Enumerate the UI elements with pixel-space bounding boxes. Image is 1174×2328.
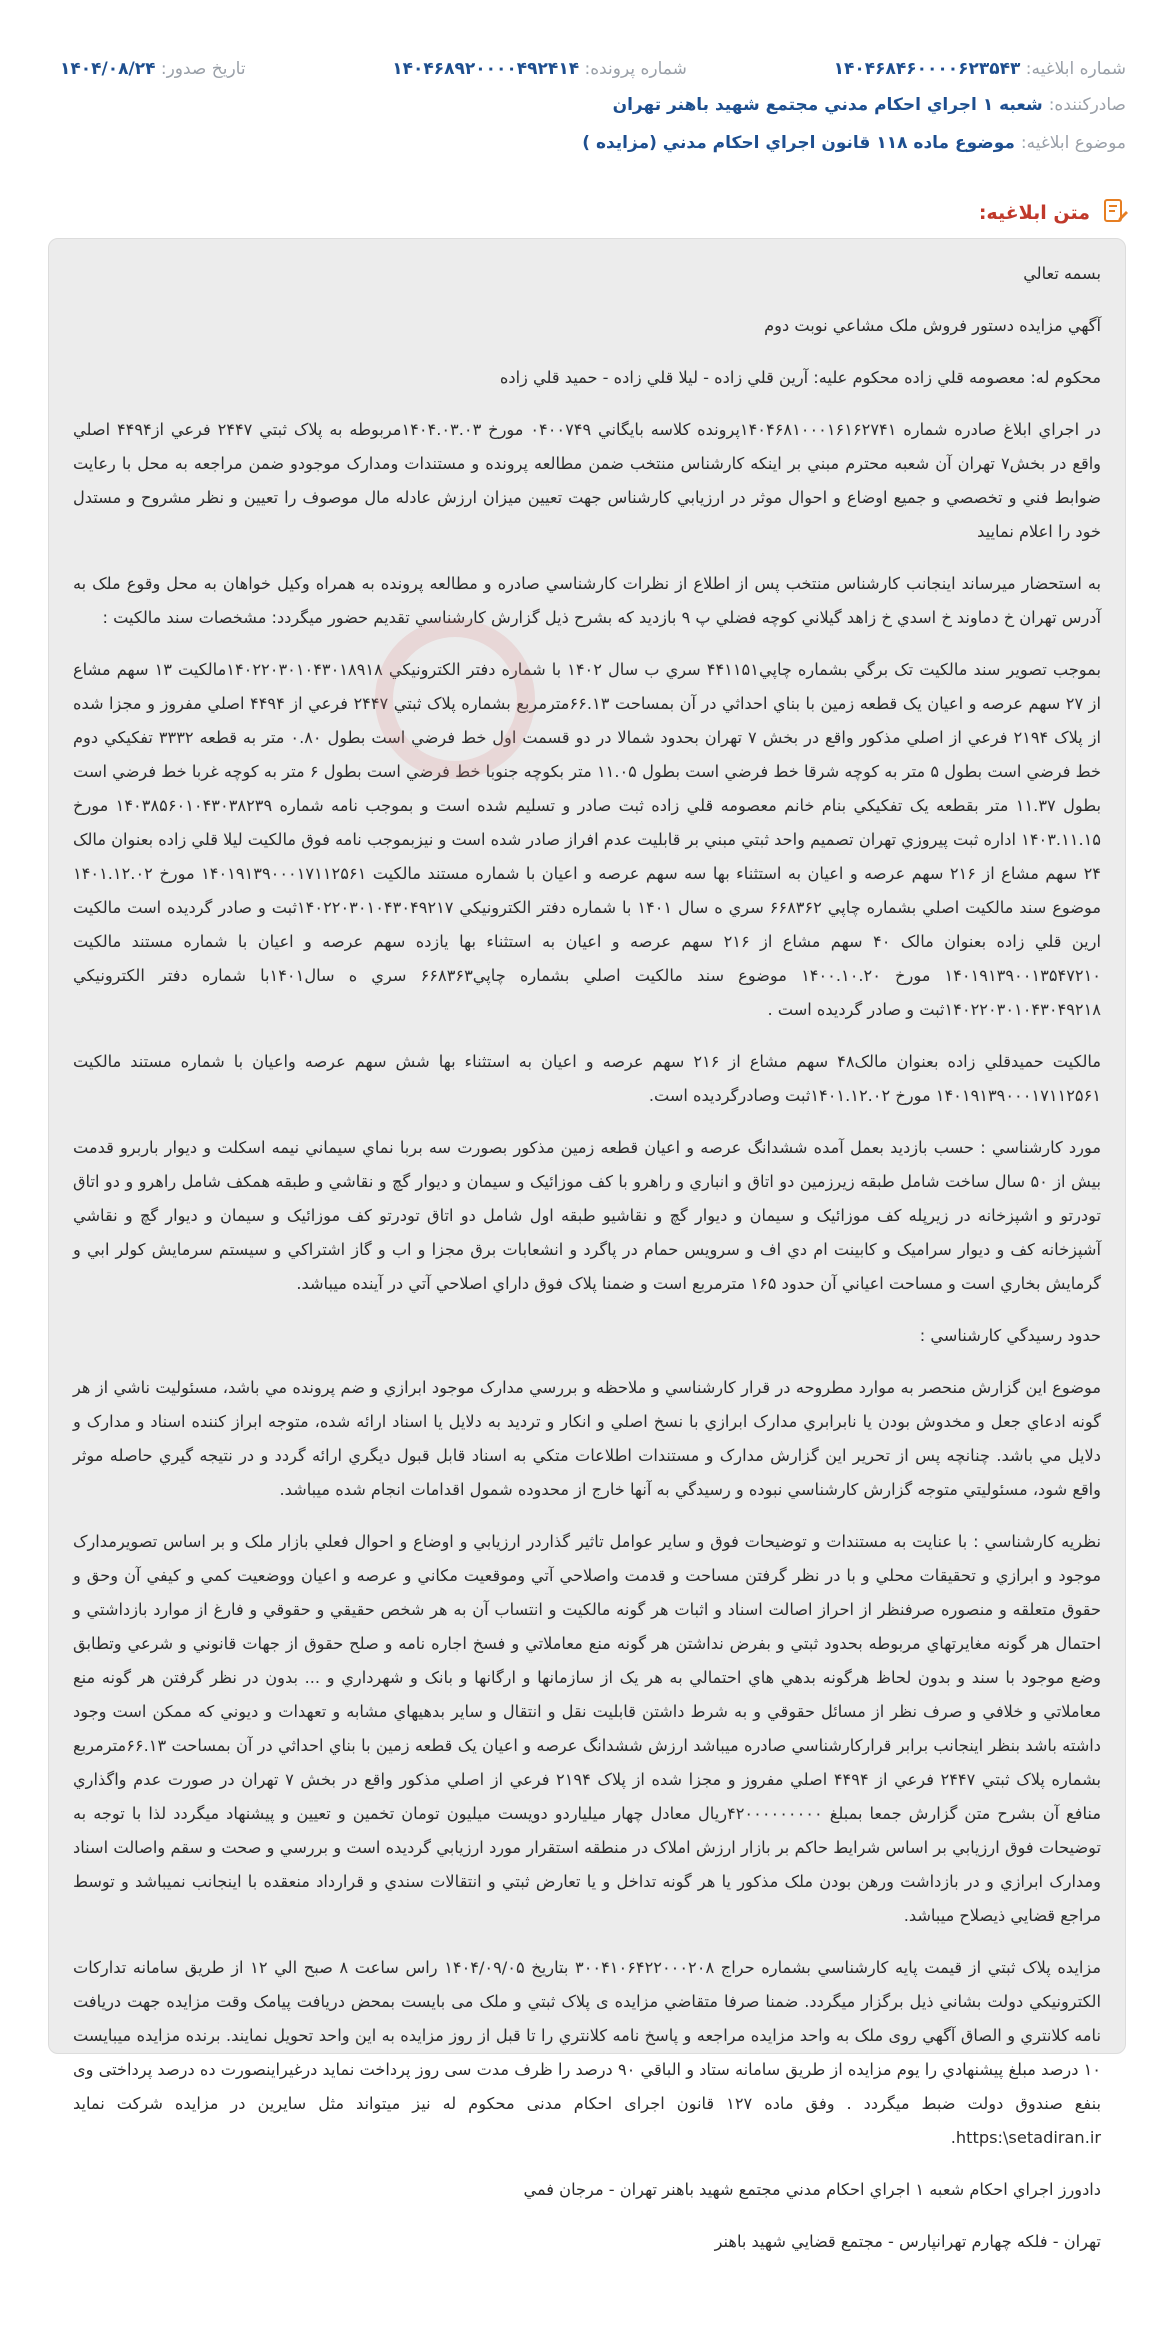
subject-label: موضوع ابلاغيه: (1020, 133, 1126, 153)
body-paragraph: در اجراي ابلاغ صادره شماره ۱۴۰۴۶۸۱۰۰۰۱۶۱۶۲۷۴۱پرونده كلاسه بايگاني ۰۴۰۰۷۴۹ مورخ ۱۴۰۴.۰۳.۰۳مربوطه به پلاک ثبتي ۲۴۴۷ فرعي از۴۴۹۴ اصلي واقع در بخش۷ تهران آن شعبه محترم مبني بر اينكه كارشناس منتخب ضمن مطالعه پرونده و مستندات ومدارک موجودو ضمن مراجعه به محل با رعايت ضوابط فني و تخصصي و جميع اوضاع و احوال موثر در ارزيابي كارشناس جهت تعيين ميزان ارزش عادله مال موصوف را تعيين و نظر مشروح و مستدل خود را اعلام نماييد (73, 420, 1102, 541)
case-number-label: شماره پرونده: (584, 59, 687, 79)
subject-value: موضوع ماده ۱۱۸ قانون اجراي احكام مدني (مزايده ) (582, 133, 1015, 153)
body-title: متن ابلاغيه: (978, 202, 1090, 224)
body-paragraph: مزايده پلاک ثبتي از قيمت پايه كارشناسي بشماره حراج ۳۰۰۴۱۰۶۴۲۲۰۰۰۲۰۸ بتاريخ ۱۴۰۴/۰۹/۰۵ راس ساعت ۸ صبح الي ۱۲ از طريق سامانه تداركات الكترونيكي دولت بشاني ذيل برگزار ميگردد. ضمنا صرفا متقاضي مزايده ى پلاک ثبتي و ملک مى بايست بمحض دريافت پيامک وقت مزايده جهت دريافت نامه كلانتري و الصاق آگهي روى ملک به واحد مزايده مراجعه و پاسخ نامه كلانتري را تا قبل از روز مزايده به اين واحد تحويل نمايند. برنده مزايده ميبايست ۱۰ درصد مبلغ پيشنهادي را يوم مزايده از طريق سامانه ستاد و الباقي ۹۰ درصد را ظرف مدت سى روز پرداخت نمايد درغيراينصورت ده درصد پرداختى وى بنفع صندوق دولت ضبط ميگردد . وفق ماده ۱۲۷ قانون اجراى احكام مدنى محكوم له نيز ميتواند مثل سايرين در مزايده شركت نمايد https:\setadiran.ir. (73, 1958, 1101, 2147)
notice-body-text (73, 257, 1101, 2259)
body-paragraph: حدود رسيدگي كارشناسي : (919, 1326, 1101, 1345)
notice-number-label: شماره ابلاغيه: (1025, 59, 1126, 79)
body-paragraph: بموجب تصوير سند مالكيت تک برگي بشماره چاپي۴۴۱۱۵۱ سري ب سال ۱۴۰۲ با شماره دفتر الكترونيكي ۱۴۰۲۲۰۳۰۱۰۴۳۰۱۸۹۱۸مالكيت ۱۳ سهم مشاع از ۲۷ سهم عرصه و اعيان يک قطعه زمين با بناي احداثي در آن بمساحت ۶۶.۱۳مترمربع بشماره پلاک ثبتي ۲۴۴۷ فرعي از ۴۴۹۴ اصلي مفروز و مجزا شده از پلاک ۲۱۹۴ فرعي از اصلي مذكور واقع در بخش ۷ تهران بحدود شمالا در دو قسمت اول خط فرضي است بطول ۰.۸۰ متر به قطعه ۳۳۳۲ تفكيكي دوم خط فرضي است بطول ۵ متر به كوچه شرقا خط فرضي است بطول ۱۱.۰۵ متر بكوچه جنوبا خط فرضي است بطول ۶ متر به كوچه غربا خط فرضي است بطول ۱۱.۳۷ متر بقطعه يک تفكيكي بنام خانم معصومه قلي زاده ثبت صادر و تسليم شده است و بموجب نامه شماره ۱۴۰۳۸۵۶۰۱۰۴۳۰۳۸۲۳۹ مورخ ۱۴۰۳.۱۱.۱۵ اداره ثبت پيروزي تهران تصميم واحد ثبتي مبني بر قابليت عدم افراز صادر شده است و نيزبموجب نامه فوق مالكيت ليلا قلي زاده بعنوان مالک ۲۴ سهم مشاع از ۲۱۶ سهم عرصه و اعيان به استثناء بها سه سهم عرصه و اعيان با شماره مستند مالكيت ۱۴۰۱۹۱۳۹۰۰۰۱۷۱۱۲۵۶۱ مورخ ۱۴۰۱.۱۲.۰۲ موضوع سند مالكيت اصلي بشماره چاپي ۶۶۸۳۶۲ سري ه سال ۱۴۰۱ با شماره دفتر الكترونيكي ۱۴۰۲۲۰۳۰۱۰۴۳۰۴۹۲۱۷ثبت و صادر گرديده است مالكيت ارين قلي زاده بعنوان مالک ۴۰ سهم مشاع از ۲۱۶ سهم عرصه و اعيان به استثناء بها يازده سهم عرصه و اعيان با شماره مستند مالكيت ۱۴۰۱۹۱۳۹۰۰۱۳۵۴۷۲۱۰ مورخ ۱۴۰۰.۱۰.۲۰ موضوع سند مالكيت اصلي بشماره چاپي۶۶۸۳۶۳ سري ه سال۱۴۰۱با شماره دفتر الكترونيكي ۱۴۰۲۲۰۳۰۱۰۴۳۰۴۹۲۱۸ثبت و صادر گرديده است . (73, 660, 1102, 1019)
notice-number (834, 59, 1126, 79)
body-paragraph: مالكيت حميدقلي زاده بعنوان مالک۴۸ سهم مشاع از ۲۱۶ سهم عرصه و اعيان به استثناء بها شش سهم عرصه واعيان با شماره مستند مالكيت ۱۴۰۱۹۱۳۹۰۰۰۱۷۱۱۲۵۶۱ مورخ ۱۴۰۱.۱۲.۰۲ثبت وصادرگرديده است. (73, 1052, 1101, 1105)
body-paragraph: به استحضار ميرساند اينجانب كارشناس منتخب پس از اطلاع از نظرات كارشناسي صادره و مطالعه پرونده به همراه وكيل خواهان به محل وقوع ملک به آدرس تهران خ دماوند خ اسدي خ زاهد گيلاني كوچه فضلي پ ۹ بازديد كه بشرح ذيل گزارش كارشناسي تقديم حضور ميگردد: مشخصات سند مالكيت : (73, 574, 1101, 627)
body-title-bar (979, 196, 1130, 230)
notice-meta-row (60, 52, 1126, 86)
body-paragraph: دادورز اجراي احكام شعبه ۱ اجراي احكام مدني مجتمع شهيد باهنر تهران - مرجان فمي (523, 2180, 1101, 2199)
body-paragraph: آگهي مزايده دستور فروش ملک مشاعي نوبت دوم (764, 316, 1101, 335)
body-paragraph: تهران - فلكه چهارم تهرانپارس - مجتمع قضايي شهيد باهنر (714, 2232, 1101, 2251)
issue-date-label: تاريخ صدور: (160, 59, 246, 79)
issuer-row (60, 86, 1126, 124)
issue-date-value: ۱۴۰۴/۰۸/۲۴ (60, 59, 156, 79)
case-number (392, 59, 687, 79)
body-paragraph: نظريه كارشناسي : با عنايت به مستندات و توضيحات فوق و ساير عوامل تاثير گذاردر ارزيابي و اوضاع و احوال فعلي بازار ملک و بر اساس تصويرمدارک موجود و ابرازي و تحقيقات محلي و با در نظر گرفتن مساحت و قدمت واصلاحي آتي وموقعيت مكاني و عرصه و اعيان ووضعيت كمي و كيفي آن وحق و حقوق متعلقه و منصوره صرفنظر از احراز اصالت اسناد و اثبات هر گونه مالكيت و انتساب آن به هر شخص حقيقي و حقوقي و فارغ از موارد بازداشتي و احتمال هر گونه مغايرتهاي مربوطه بحدود ثبتي و بفرض نداشتن هر گونه منع معاملاتي و فسخ اجاره نامه و صلح حقوق از جهات قانوني و شرعي وتطابق وضع موجود با سند و بدون لحاظ هرگونه بدهي هاي احتمالي به هر يک از سازمانها و ارگانها و بانک و شهرداري و ... بدون در نظر گرفتن هر گونه منع معاملاتي و خلافي و صرف نظر از مسائل حقوقي و به شرط داشتن قابليت نقل و انتقال و ساير بدهيهاي مشابه و تعهدات و ديوني كه ممكن است وجود داشته باشد بنظر اينجانب برابر قراركارشناسي صادره ميباشد ارزش ششدانگ عرصه و اعيان يک قطعه زمين با بناي احداثي در آن بمساحت ۶۶.۱۳مترمربع بشماره پلاک ثبتي ۲۴۴۷ فرعي از ۴۴۹۴ اصلي مفروز و مجزا شده از پلاک ۲۱۹۴ فرعي از اصلي مذكور واقع در بخش ۷ تهران در صورت عدم واگذاري منافع آن بشرح متن گزارش جمعا بمبلغ ۴۲۰۰۰۰۰۰۰۰۰ريال معادل چهار ميلياردو دويست ميليون تومان تخمين و تعيين و پيشنهاد ميگردد لذا با توجه به توضيحات فوق ارزيابي بر اساس شرايط حاكم بر بازار ارزش املاک در منطقه استقرار مورد ارزيابي گرديده است و بررسي و صحت و سقم واصالت اسناد ومدارک ابرازي و در بازداشت ورهن بودن ملک مذكور يا هر گونه تداخل و يا تعارض ثبتي و انتقالات سندي و قرارداد منعقده با اينجانب نميباشد و توسط مراجع قضايي ذيصلاح ميباشد. (73, 1532, 1102, 1925)
notice-number-value: ۱۴۰۴۶۸۴۶۰۰۰۰۶۲۳۵۴۳ (833, 59, 1021, 79)
notice-body-panel (48, 238, 1126, 2251)
body-paragraph: بسمه تعالي (1023, 264, 1101, 283)
issuer-label: صادرکننده: (1048, 95, 1126, 115)
subject-row (60, 124, 1126, 162)
body-paragraph: مورد كارشناسي : حسب بازديد بعمل آمده ششدانگ عرصه و اعيان قطعه زمين مذكور بصورت سه بربا نماي سيماني نيمه اسكلت و ديوار باربرو قدمت بيش از ۵۰ سال ساخت شامل طبقه زيرزمين دو اتاق و انباري و راهرو با كف موزائيک و سيمان و ديوار گچ و نقاشي و طبقه همكف شامل راهرو و دو اتاق تودرتو و اشپزخانه در زيرپله كف موزائيک و سيمان و ديوار گچ و نقاشيو طبقه اول شامل دو اتاق تودرتو كف موزائيک و سيمان و ديوار گچ و نقاشي آشپزخانه كف و ديوار سراميک و كابينت ام دي اف و سرويس حمام در پاگرد و انشعابات برق مجزا و اب و گاز اشتراكي و سيستم سرمايش كولر ابي و گرمايش بخاري است و مساحت اعياني آن حدود ۱۶۵ مترمربع است و ضمنا پلاک فوق داراي اصلاحي آتي در آينده ميباشد. (73, 1138, 1101, 1293)
issuer-value: شعبه ۱ اجراي احكام مدني مجتمع شهيد باهنر تهران (612, 95, 1043, 115)
issue-date (60, 59, 246, 79)
body-paragraph: محكوم له: معصومه قلي زاده محكوم عليه: آرين قلي زاده - ليلا قلي زاده - حميد قلي زاده (499, 368, 1101, 387)
document-edit-icon (1100, 196, 1130, 230)
notice-header (60, 52, 1126, 162)
case-number-value: ۱۴۰۴۶۸۹۲۰۰۰۰۴۹۲۴۱۴ (392, 59, 580, 79)
body-paragraph: موضوع اين گزارش منحصر به موارد مطروحه در قرار كارشناسي و ملاحظه و بررسي مدارک موجود ابرازي و ضم پرونده مي باشد، مسئوليت ناشي از هر گونه ادعاي جعل و مخدوش بودن يا نابرابري مدارک ابرازي با نسخ اصلي و انكار و ترديد به دلايل يا اسناد ارائه شده، متوجه ابراز كننده اسناد و مدارک و دلايل مي باشد. چنانچه پس از تحرير اين گزارش مدارک و مستندات اطلاعات متكي به اسناد قابل قبول ديگري ارائه گردد و در نتيجه گيري حاصله موثر واقع شود، مسئوليتي متوجه گزارش كارشناسي نبوده و رسيدگي به آنها خارج از محدوده شمول اقدامات انجام شده ميباشد. (73, 1378, 1101, 1499)
